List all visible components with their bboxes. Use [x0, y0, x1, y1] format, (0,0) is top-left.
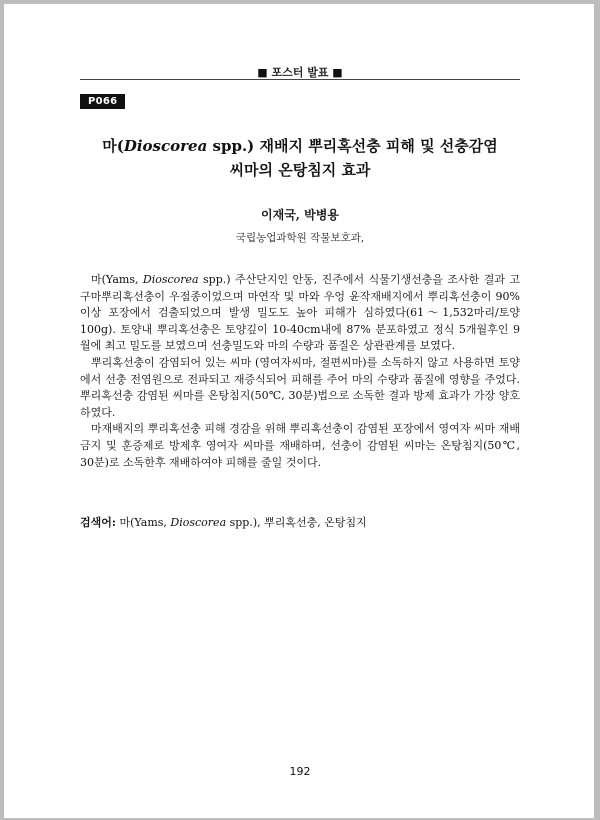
title-line-1 — [60, 134, 540, 158]
affiliation: 국립농업과학원 작물보호과, — [235, 232, 365, 244]
abstract-code-badge: P066 — [80, 94, 125, 109]
abstract-body — [80, 272, 520, 471]
keywords-text-a: 마(Yams, — [115, 516, 171, 529]
keywords — [80, 514, 520, 530]
abstract-p1-text-a: 마(Yams, — [91, 273, 143, 286]
keywords-italic: Dioscorea — [170, 516, 227, 529]
title-line-2: 씨마의 온탕침지 효과 — [229, 161, 371, 179]
title-text-b: spp.) 재배지 뿌리혹선충 피해 및 선충감염 — [207, 137, 498, 155]
header-divider — [80, 79, 520, 80]
keywords-text-b: spp.), 뿌리혹선충, 온탕침지 — [226, 516, 367, 529]
title-text-a: 마( — [102, 137, 124, 155]
paper-title — [60, 134, 540, 182]
abstract-paragraph-3: 마재배지의 뿌리혹선충 피해 경감을 위해 뿌리혹선충이 감염된 포장에서 영여자 씨마 재배 금지 및 훈증제로 방제후 영여자 씨마를 재배하며, 선충이 감염된 씨마는 온탕침지(50℃, 30분)로 소독한후 재배하여야 피해를 줄일 것이다. — [80, 422, 520, 469]
keywords-label: 검색어: — [80, 516, 116, 529]
abstract-p1-text-b: spp.) 주산단지인 안동, 진주에서 식물기생선충을 조사한 결과 고구마뿌리혹선충이 우점종이었으며 마연작 및 마와 우엉 윤작재배지에서 뿌리혹선충이 90%이상 포장에서 검출되었으며 발생 밀도도 높아 피해가 심하였다(61～1,532마리/토양 100g). 토양내 뿌리혹선충은 토양깊이 10-40cm내에 87% 분포하였고 정식 5개월후인 9월에 최고 밀도를 보였으며 선충밀도와 마의 수량과 품질은 상관관계를 보였다. — [80, 273, 521, 353]
abstract-paragraph-2: 뿌리혹선충이 감염되어 있는 씨마 (영여자씨마, 절편씨마)를 소독하지 않고 사용하면 토양에서 선충 전염원으로 전파되고 재증식되어 피해를 주어 마의 수량과 품질에 영향을 주었다. 뿌리혹선충 감염된 씨마를 온탕침지(50℃, 30분)법으로 소독한 결과 방제 효과가 가장 양호하였다. — [80, 355, 520, 419]
abstract-paragraph-1 — [80, 272, 520, 355]
title-text-italic: Dioscorea — [123, 137, 208, 155]
authors: 이재국, 박병용 — [261, 208, 339, 222]
section-header: ■ 포스터 발표 ■ — [257, 66, 343, 79]
page-number: 192 — [289, 765, 311, 778]
abstract-p1-italic: Dioscorea — [142, 273, 199, 286]
